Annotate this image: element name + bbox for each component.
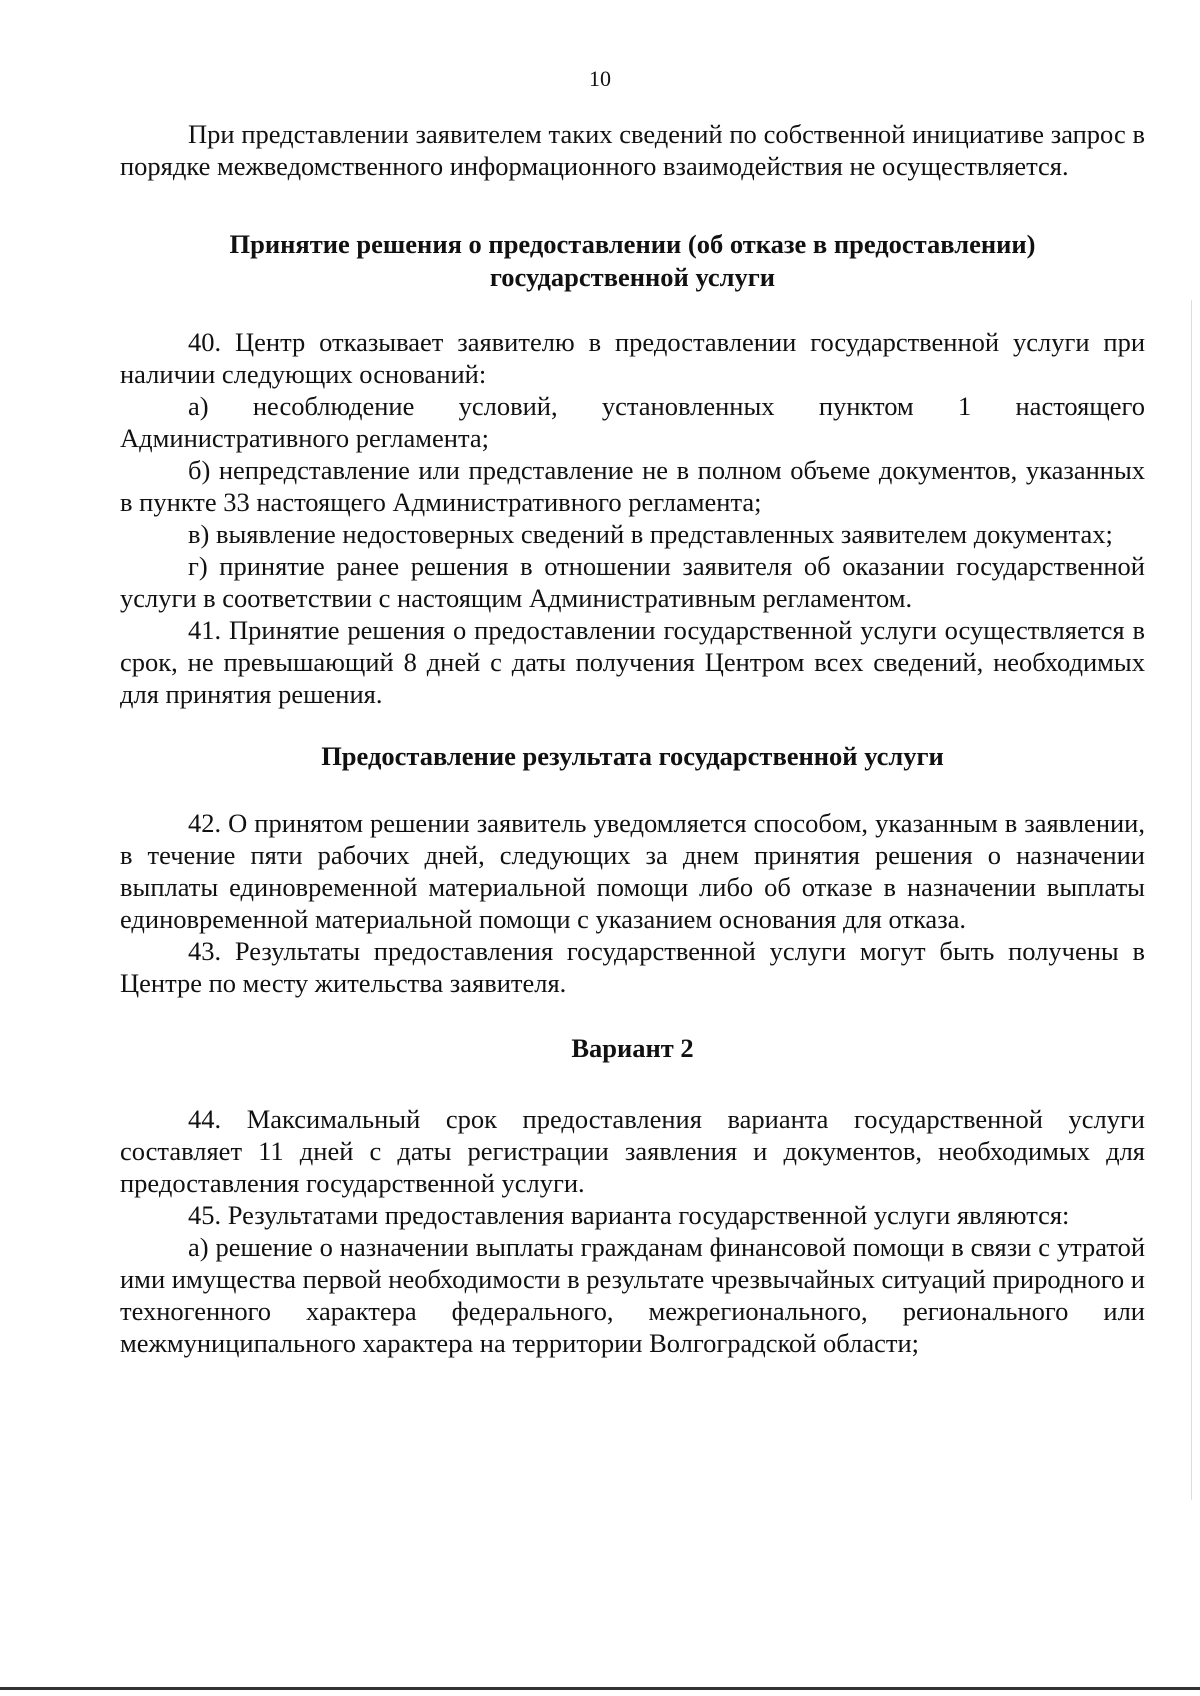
paragraph-43: 43. Результаты предоставления государственной услуги могут быть получены в Центре по месту жительства заявителя.	[120, 936, 1145, 998]
decision-heading-line1: Принятие решения о предоставлении (об отказе в предоставлении)	[229, 229, 1036, 259]
intro-paragraph: При представлении заявителем таких сведений по собственной инициативе запрос в порядке межведомственного информационного взаимодействия не осуществляется.	[120, 119, 1145, 181]
document-body	[120, 118, 1145, 1359]
paragraph-40v: в) выявление недостоверных сведений в представленных заявителем документах;	[188, 519, 1113, 549]
decision-heading	[120, 228, 1145, 294]
paragraph-42: 42. О принятом решении заявитель уведомляется способом, указанным в заявлении, в течение пяти рабочих дней, следующих за днем принятия решения о назначении выплаты единовременной материальной помощи либо об отказе в назначении выплаты единовременной материальной помощи с указанием основания для отказа.	[120, 808, 1145, 934]
result-heading: Предоставление результата государственной услуги	[321, 741, 944, 771]
paragraph-40g: г) принятие ранее решения в отношении заявителя об оказании государственной услуги в соответствии с настоящим Административным регламентом.	[120, 551, 1145, 613]
scan-bottom-edge	[0, 1687, 1200, 1690]
paragraph-45a: а) решение о назначении выплаты гражданам финансовой помощи в связи с утратой ими имущества первой необходимости в результате чрезвычайных ситуаций природного и техногенного характера федерального, межрегионального, регионального или межмуниципального характера на территории Волгоградской области;	[120, 1232, 1145, 1358]
paragraph-44: 44. Максимальный срок предоставления варианта государственной услуги составляет 11 дней с даты регистрации заявления и документов, необходимых для предоставления государственной услуги.	[120, 1104, 1145, 1198]
decision-heading-line2: государственной услуги	[489, 262, 776, 292]
paragraph-45: 45. Результатами предоставления варианта государственной услуги являются:	[188, 1200, 1070, 1230]
scan-edge-shadow	[1191, 300, 1192, 1500]
paragraph-40b: б) непредставление или представление не в полном объеме документов, указанных в пункте 33 настоящего Административного регламента;	[120, 455, 1145, 517]
paragraph-40: 40. Центр отказывает заявителю в предоставлении государственной услуги при наличии следующих оснований:	[120, 327, 1145, 389]
page-number: 10	[589, 66, 611, 91]
paragraph-40a: а) несоблюдение условий, установленных пунктом 1 настоящего Административного регламента;	[120, 391, 1145, 453]
paragraph-41: 41. Принятие решения о предоставлении государственной услуги осуществляется в срок, не превышающий 8 дней с даты получения Центром всех сведений, необходимых для принятия решения.	[120, 615, 1145, 709]
variant-heading: Вариант 2	[571, 1033, 694, 1063]
